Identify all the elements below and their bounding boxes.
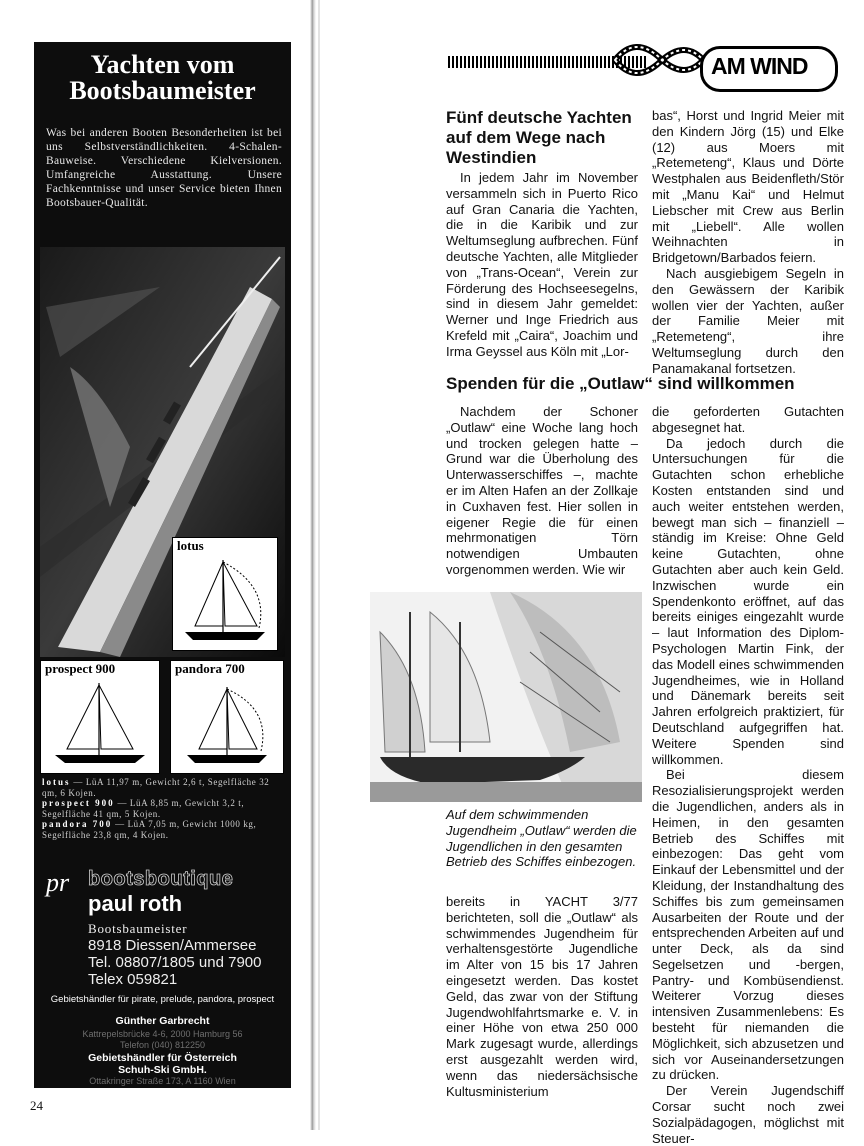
article2-col2-para4: Der Verein Jugendschiff Corsar sucht noch zwei Sozialpädagogen, möglichst mit Steuer- [652,1083,844,1146]
dealer-line: Gebietshändler für pirate, prelude, pandora, prospect [50,994,275,1005]
pandora-label: pandora 700 [175,661,245,676]
article2-col1-para1: Nachdem der Schoner „Outlaw“ eine Woche lang hoch und trocken gelegen hatte – Grund war die Überholung des Unterwasserschiffes –, machte er im Alten Hafen an der Zollkaje in Cuxhaven fest. Hier sollen in eigener Regie die für einen mehrmonatigen Törn notwendigen Umbauten vorgenommen werden. Wie wir [446,404,638,577]
article2-title: Spenden für die „Outlaw“ sind willkommen [446,374,795,393]
dealer1-phone: Telefon (040) 812250 [119,1040,206,1050]
spec-lotus: lotus — LüA 11,97 m, Gewicht 2,6 t, Segelfläche 32 qm, 6 Kojen. [42,777,270,798]
article2-col1-para2: bereits in YACHT 3/77 berichteten, soll die „Outlaw“ als schwimmendes Jugendheim für verhaltensgestörte Jugendliche im Alter von 15 bis 17 Jahren eingesetzt werden. Das kostet Geld, das zwar von der Stiftung Jugendwohlfahrtsmarke e. V. in einer Höhe von etwa 250 000 Mark zugesagt wurde, allerdings erst ausgezahlt werden wird, wenn das niedersächsische Kultusministerium [446,894,638,1099]
article1-col1-text: In jedem Jahr im November versammeln sich in Puerto Rico auf Gran Canaria die Yachten, die in die Karibik und zur Weltumseglung aufbrechen. Fünf deutsche Yachten, alle Mitglieder von „Trans-Ocean“, Verein zur Förderung des Hochseesegelns, sind in diesem Jahr gemeldet: Werner und Inge Friedrich aus Krefeld mit „Caira“, Joachim und Irma Geyssel aus Köln mit „Lor- [446,170,638,359]
ad-specs [42,777,282,840]
lotus-plan [172,537,278,651]
ad-intro: Was bei anderen Booten Besonderheiten ist bei uns Selbstverständlichkeiten. 4-Schalen-Bauweise. Verschiedene Kielversionen. Umfangreiche Ausstattung. Unsere Fachkenntnisse und unser Service bieten Ihnen Bootsbauer-Qualität. [46,127,282,209]
prospect-label: prospect 900 [45,661,116,676]
lotus-sailplan-icon [173,556,277,648]
company-phone: Tel. 08807/1805 und 7900 [88,954,262,971]
article2-col2-para2: Da jedoch durch die Untersuchungen für die Gutachten schon erhebliche Kosten entstanden sind und auch weiter entstehen werden, bewegt man sich – finanziell – ständig im Kreise: Ohne Geld keine Gutachten, ohne Gutachten aber auch kein Geld. Inzwischen wurde ein Spendenkonto eröffnet, auf das bereits einiges eingezahlt wurde – laut Information des Diplom-Psychologen Martin Fink, der das Modell eines schwimmenden Jugendheimes, wie in Holland und Dänemark bereits seit Jahren erfolgreich praktiziert, für Deutschland aufgegriffen hat. Weitere Spenden sind willkommen. [652,435,844,767]
section-badge-label: AM WIND [711,53,808,79]
dealer1-address: Kattrepelsbrücke 4-6, 2000 Hamburg 56 [82,1029,243,1039]
article1-col2 [652,108,844,377]
company-telex: Telex 059821 [88,971,178,988]
prospect-plan [40,660,160,774]
prospect-sailplan-icon [41,679,159,771]
company-name: paul roth [88,891,183,916]
austria-dealer-name: Schuh-Ski GmbH. [118,1064,207,1076]
article2-col1-bottom [446,894,638,1099]
company-address [88,920,262,988]
rope-knot-icon [610,30,710,90]
pr-logo: pr [46,868,70,897]
advertisement [34,42,291,1088]
article1-col2-para1: bas“, Horst und Ingrid Meier mit den Kindern Jörg (15) und Elke (12) aus Moers mit „Retemeteng“, Klaus und Dörte Westphalen aus Beidenfleth/Stör mit „Manu Kai“ und Helmut Liebscher mit Crew aus Berlin mit „Liebell“. Alle wollen Weihnachten in Bridgetown/Barbados feiern. [652,108,844,266]
company-subtitle: Bootsbaumeister [88,921,188,936]
austria-dealer-line: Gebietshändler für Österreich [88,1052,237,1064]
section-badge [700,46,838,92]
photo-caption: Auf dem schwimmenden Jugendheim „Outlaw“ werden die Jugendlichen in den gesamten Betrieb des Schiffes einbezogen. [446,807,637,870]
boutique-wordmark: bootsboutique [88,868,234,890]
pandora-sailplan-icon [171,679,283,771]
ad-title: Yachten vom Bootsbaumeister [69,50,256,105]
article2-col1-top [446,404,638,578]
lotus-label: lotus [177,538,204,553]
spec-pandora: pandora 700 — LüA 7,05 m, Gewicht 1000 kg, Segelfläche 23,8 qm, 4 Kojen. [42,819,257,840]
pandora-plan [170,660,284,774]
article2-col2-para1: die geforderten Gutachten abgesegnet hat. [652,404,844,435]
article2-col2 [652,404,844,1146]
article1-title: Fünf deutsche Yachten auf dem Wege nach Westindien [446,108,632,167]
austria-dealer-address: Ottakringer Straße 173, A 1160 Wien [89,1076,236,1086]
article1-col1 [446,170,638,360]
company-city: 8918 Diessen/Ammersee [88,937,257,954]
outlaw-schooner-photo [370,592,642,802]
spec-prospect: prospect 900 — LüA 8,85 m, Gewicht 3,2 t, Segelfläche 41 qm, 5 Kojen. [42,798,245,819]
dealer1-name: Günther Garbrecht [115,1015,210,1027]
page-number: 24 [30,1098,43,1113]
page-gutter [310,0,316,1130]
page-gutter-shadow [318,0,320,1130]
article1-col2-para2: Nach ausgiebigem Segeln in den Gewässern der Karibik wollen vier der Yachten, außer der Familie Meier mit „Retemeteng“, ihre Weltumseglung durch den Panamakanal fortsetzen. [652,265,844,376]
article2-col2-para3: Bei diesem Resozialisierungsprojekt werden die Jugendlichen, anders als in Heimen, in den gesamten Betrieb des Schiffes mit einbezogen: Das geht vom Einkauf der Lebensmittel und der Kleidung, der Instandhaltung des Schiffes bis zum gemeinsamen Ausarbeiten der Route und der entsprechenden Arbeiten auf und unter Deck, als da sind Segelsetzen und -bergen, Pantry- und Kombüsendienst. Weiterer Vorzug dieses intensiven Zusammenlebens: Es besteht für niemanden die Möglichkeit, sich abzusetzen und sich vor Auseinandersetzungen zu drücken. [652,767,844,1083]
